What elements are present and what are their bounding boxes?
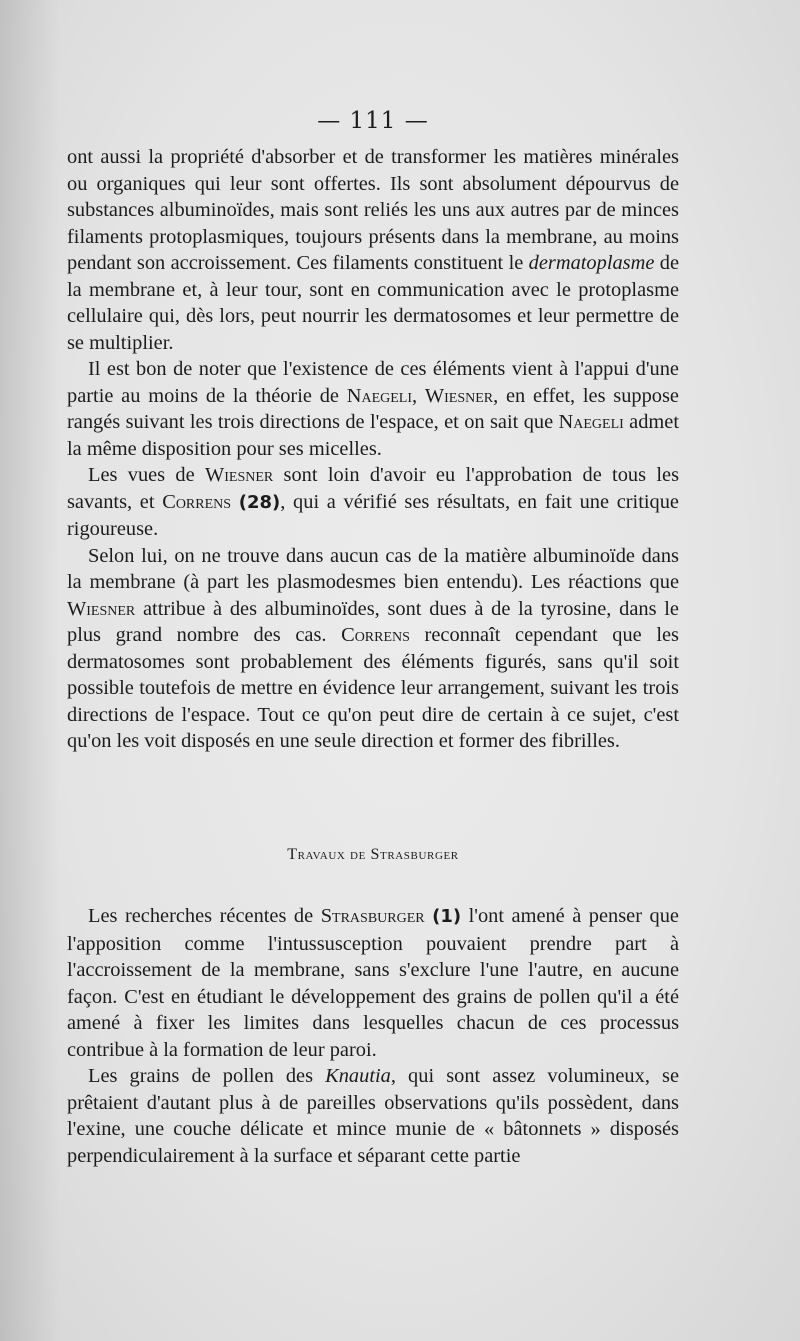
paragraph [67, 144, 679, 356]
reference-number: (1) [432, 906, 462, 927]
text-run: ont aussi la propriété d'absorber et de transformer les matières minérales ou organiques qui leur sont offertes. Ils sont absolument dépourvus de substances albuminoïdes, mais sont reliés les uns aux autres par de minces filaments protoplasmiques, toujours présents dans la membrane, au moins pendant son accroissement. Ces filaments constituent le [67, 146, 679, 274]
paragraph [67, 1063, 679, 1169]
author-name: Wiesner [424, 384, 494, 407]
paragraph [67, 462, 679, 543]
text-run: Les grains de pollen des [88, 1065, 326, 1087]
text-block-upper [67, 144, 679, 755]
text-run: attribue à des albuminoïdes, sont dues à de la tyrosine, dans le plus grand nombre des cas. [67, 597, 679, 646]
text-run: Il est bon de noter que l'existence de ces éléments vient à l'appui d'une partie au moins de la théorie de [67, 358, 679, 407]
text-block-lower [67, 903, 679, 1169]
author-name: Naegeli [346, 384, 412, 407]
author-name: Correns [341, 624, 410, 646]
paragraph [67, 903, 679, 1063]
text-run: admet la même disposition pour ses micelles. [67, 411, 680, 460]
text-run: , en effet, les suppose rangés suivant les trois directions de l'espace, et on sait que [67, 384, 679, 433]
text-run: , [412, 384, 425, 407]
italic-term: Knautia [325, 1065, 391, 1087]
text-run: Les recherches récentes de [88, 905, 321, 927]
text-run: Les vues de [88, 464, 205, 486]
author-name: Naegeli [558, 411, 624, 433]
author-name: Strasburger [320, 905, 425, 927]
author-name: Correns [162, 490, 232, 513]
text-run: sont loin d'avoir eu l'approbation de tous les savants, et [67, 464, 680, 513]
paragraph [67, 356, 679, 462]
text-run: reconnaît cependant que les dermatosomes sont probablement des éléments figurés, sans qu'il soit possible toutefois de mettre en évidence leur arrangement, suivant les trois directions de l'espace. Tout ce qu'on peut dire de certain à ce sujet, c'est qu'on les voit disposés en une seule direction et former des fibrilles. [67, 624, 679, 752]
page-number: — 111 — [317, 108, 429, 134]
text-run: de la membrane et, à leur tour, sont en communication avec le protoplasme cellulaire qui, dès lors, peut nourrir les dermatosomes et leur permettre de se multiplier. [67, 252, 679, 354]
paragraph [67, 543, 679, 755]
text-run: , qui sont assez volumineux, se prêtaient d'autant plus à de pareilles observations qu'ils possèdent, dans l'exine, une couche délicate et mince munie de « bâtonnets » disposés perpendiculairement à la surface et séparant cette partie [67, 1065, 679, 1167]
italic-term: dermatoplasme [528, 252, 655, 274]
reference-number: (28) [238, 491, 281, 513]
text-run: l'ont amené à penser que l'apposition comme l'intussusception pouvaient prendre part à l'accroissement de la membrane, sans s'exclure l'une l'autre, en aucune façon. C'est en étudiant le développement des grains de pollen qu'il a été amené à fixer les limites dans lesquelles chacun de ces processus contribue à la formation de leur paroi. [67, 905, 679, 1061]
text-run: Selon lui, on ne trouve dans aucun cas de la matière albuminoïde dans la membrane (à part les plasmodesmes bien entendu). Les réactions que [67, 544, 679, 593]
text-run: , qui a vérifié ses résultats, en fait une critique rigoureuse. [67, 490, 679, 540]
section-heading: Travaux de Strasburger [287, 846, 459, 863]
author-name: Wiesner [67, 597, 136, 620]
author-name: Wiesner [204, 464, 274, 486]
